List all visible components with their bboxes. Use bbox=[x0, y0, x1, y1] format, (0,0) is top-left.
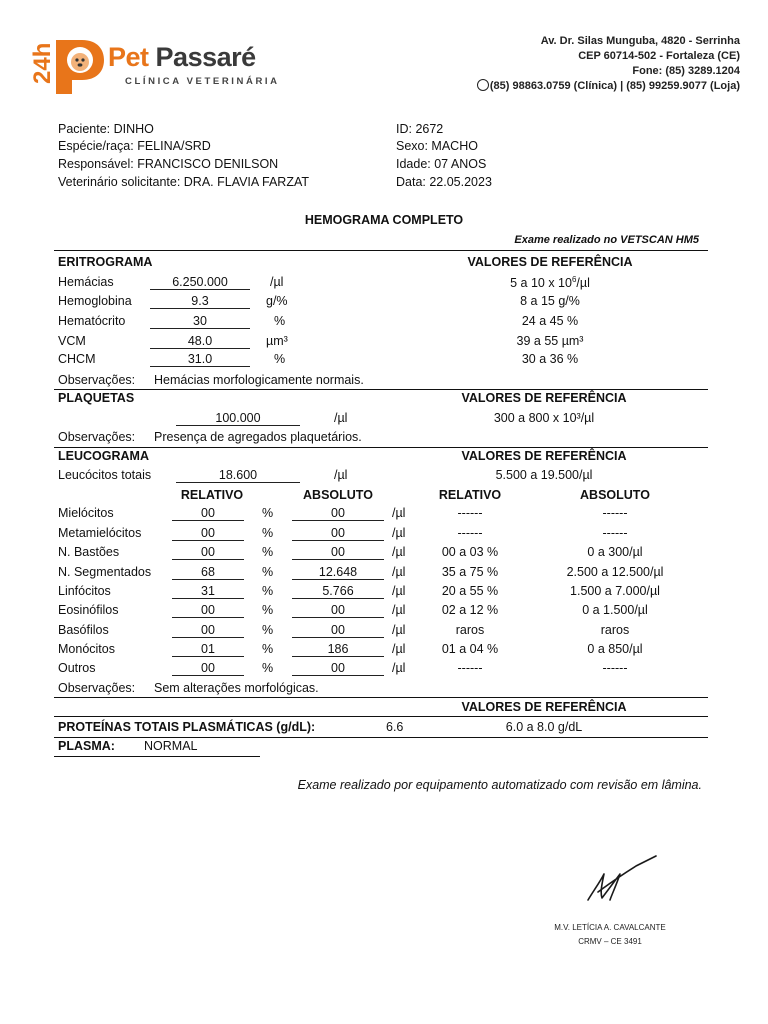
patient-species: Espécie/raça: FELINA/SRD bbox=[58, 139, 211, 153]
plaquetas-title: PLAQUETAS bbox=[58, 391, 135, 405]
row-percent-unit: % bbox=[262, 603, 274, 617]
address-phone: Fone: (85) 3289.1204 bbox=[632, 65, 740, 77]
leucocitos-reference: 5.500 a 19.500/µl bbox=[495, 468, 593, 482]
brand-passare: Passaré bbox=[155, 42, 256, 72]
row-label: Linfócitos bbox=[58, 584, 111, 598]
patient-age: Idade: 07 ANOS bbox=[396, 157, 487, 171]
divider-line bbox=[54, 716, 708, 717]
row-ref-absolute: raros bbox=[600, 623, 630, 637]
row-label: CHCM bbox=[58, 352, 96, 366]
row-ref-absolute: 0 a 850/µl bbox=[587, 642, 643, 656]
row-absolute-value: 00 bbox=[292, 545, 384, 560]
whatsapp-icon bbox=[477, 79, 489, 91]
leucocitos-unit: /µl bbox=[334, 468, 348, 482]
eritrograma-title: ERITROGRAMA bbox=[58, 255, 153, 269]
plasma-value: NORMAL bbox=[144, 739, 198, 753]
row-absolute-value: 00 bbox=[292, 623, 384, 638]
row-ref-relative: raros bbox=[455, 623, 485, 637]
plaquetas-reference: 300 a 800 x 10³/µl bbox=[493, 411, 595, 425]
row-label: Outros bbox=[58, 661, 96, 675]
svg-text:24h: 24h bbox=[29, 42, 56, 84]
col-header-relativo: RELATIVO bbox=[180, 488, 244, 502]
proteinas-ref-header: VALORES DE REFERÊNCIA bbox=[461, 700, 627, 714]
col-header-absoluto: ABSOLUTO bbox=[303, 488, 373, 502]
col-header-ref-absoluto: ABSOLUTO bbox=[580, 488, 650, 502]
patient-owner: Responsável: FRANCISCO DENILSON bbox=[58, 157, 279, 171]
proteinas-reference: 6.0 a 8.0 g/dL bbox=[505, 720, 583, 734]
requesting-vet: Veterinário solicitante: DRA. FLAVIA FARZAT bbox=[58, 175, 310, 189]
row-value: 6.250.000 bbox=[150, 275, 250, 290]
signature-crmv: CRMV – CE 3491 bbox=[578, 937, 642, 946]
row-percent-unit: % bbox=[262, 661, 274, 675]
row-absolute-unit: /µl bbox=[392, 526, 406, 540]
divider-line bbox=[54, 389, 708, 390]
brand-name bbox=[108, 42, 256, 73]
row-relative-value: 00 bbox=[172, 661, 244, 676]
row-ref-relative: ------ bbox=[457, 506, 483, 520]
row-ref-absolute: 1.500 a 7.000/µl bbox=[570, 584, 660, 598]
row-reference: 8 a 15 g/% bbox=[520, 294, 580, 308]
row-absolute-value: 00 bbox=[292, 661, 384, 676]
eritrograma-ref-header: VALORES DE REFERÊNCIA bbox=[467, 255, 633, 269]
divider-line bbox=[54, 697, 708, 698]
leucograma-title: LEUCOGRAMA bbox=[58, 449, 149, 463]
row-percent-unit: % bbox=[262, 565, 274, 579]
row-absolute-unit: /µl bbox=[392, 584, 406, 598]
row-reference bbox=[430, 275, 670, 290]
brand-pet: Pet bbox=[108, 42, 149, 72]
row-ref-relative: ------ bbox=[457, 661, 483, 675]
leucograma-ref-header: VALORES DE REFERÊNCIA bbox=[461, 449, 627, 463]
report-title: HEMOGRAMA COMPLETO bbox=[304, 213, 464, 227]
row-relative-value: 00 bbox=[172, 545, 244, 560]
row-label: N. Bastões bbox=[58, 545, 120, 559]
row-percent-unit: % bbox=[262, 623, 274, 637]
row-reference: 39 a 55 µm³ bbox=[516, 334, 584, 348]
proteinas-label: PROTEÍNAS TOTAIS PLASMÁTICAS (g/dL): bbox=[58, 720, 316, 734]
address-whatsapp-numbers: (85) 98863.0759 (Clínica) | (85) 99259.9077 (Loja) bbox=[489, 80, 740, 92]
row-unit: % bbox=[274, 314, 286, 328]
proteinas-value: 6.6 bbox=[386, 720, 404, 734]
row-ref-relative: 00 a 03 % bbox=[441, 545, 499, 559]
address-whatsapp bbox=[477, 79, 740, 92]
row-label: Hemácias bbox=[58, 275, 114, 289]
brand-subtitle: CLÍNICA VETERINÁRIA bbox=[125, 76, 280, 87]
row-absolute-unit: /µl bbox=[392, 603, 406, 617]
row-relative-value: 00 bbox=[172, 623, 244, 638]
row-relative-value: 00 bbox=[172, 526, 244, 541]
address-cep: CEP 60714-502 - Fortaleza (CE) bbox=[578, 50, 740, 62]
row-reference-unit: /µl bbox=[576, 276, 590, 291]
row-relative-value: 00 bbox=[172, 603, 244, 618]
address-street: Av. Dr. Silas Munguba, 4820 - Serrinha bbox=[540, 35, 740, 47]
row-label: Hematócrito bbox=[58, 314, 126, 328]
row-reference: 24 a 45 % bbox=[521, 314, 579, 328]
row-percent-unit: % bbox=[262, 642, 274, 656]
row-value: 9.3 bbox=[150, 294, 250, 309]
row-absolute-unit: /µl bbox=[392, 545, 406, 559]
patient-name: Paciente: DINHO bbox=[58, 122, 154, 136]
row-ref-absolute: 0 a 300/µl bbox=[587, 545, 643, 559]
eritrograma-obs-label: Observações: bbox=[58, 373, 136, 387]
row-unit: % bbox=[274, 352, 286, 366]
row-percent-unit: % bbox=[262, 526, 274, 540]
signature-scribble bbox=[580, 852, 664, 906]
row-ref-relative: 01 a 04 % bbox=[441, 642, 499, 656]
row-ref-absolute: ------ bbox=[602, 661, 628, 675]
plaquetas-obs-label: Observações: bbox=[58, 430, 136, 444]
row-label: Eosinófilos bbox=[58, 603, 119, 617]
equipment-note: Exame realizado no VETSCAN HM5 bbox=[514, 234, 699, 246]
paw-logo-icon bbox=[50, 36, 106, 96]
row-absolute-unit: /µl bbox=[392, 565, 406, 579]
row-absolute-value: 12.648 bbox=[292, 565, 384, 580]
row-label: N. Segmentados bbox=[58, 565, 152, 579]
row-relative-value: 31 bbox=[172, 584, 244, 599]
row-reference-base: 5 a 10 x 10 bbox=[510, 276, 572, 291]
row-unit: /µl bbox=[270, 275, 284, 289]
row-value: 30 bbox=[150, 314, 250, 329]
row-absolute-value: 186 bbox=[292, 642, 384, 657]
plaquetas-value: 100.000 bbox=[176, 411, 300, 426]
row-unit: µm³ bbox=[266, 334, 288, 348]
row-ref-absolute: ------ bbox=[602, 506, 628, 520]
row-absolute-unit: /µl bbox=[392, 661, 406, 675]
footer-note: Exame realizado por equipamento automatizado com revisão em lâmina. bbox=[297, 778, 702, 792]
row-absolute-value: 00 bbox=[292, 603, 384, 618]
row-ref-absolute: 0 a 1.500/µl bbox=[582, 603, 648, 617]
leucocitos-value: 18.600 bbox=[176, 468, 300, 483]
row-label: Basófilos bbox=[58, 623, 109, 637]
leucograma-observations: Sem alterações morfológicas. bbox=[154, 681, 319, 695]
leucograma-obs-label: Observações: bbox=[58, 681, 136, 695]
plasma-label: PLASMA: bbox=[58, 739, 115, 753]
exam-date: Data: 22.05.2023 bbox=[396, 175, 492, 189]
row-percent-unit: % bbox=[262, 545, 274, 559]
plaquetas-observations: Presença de agregados plaquetários. bbox=[154, 430, 362, 444]
row-value: 31.0 bbox=[150, 352, 250, 367]
row-percent-unit: % bbox=[262, 584, 274, 598]
row-label: VCM bbox=[58, 334, 86, 348]
divider-line bbox=[54, 737, 708, 738]
row-label: Monócitos bbox=[58, 642, 115, 656]
patient-sex: Sexo: MACHO bbox=[396, 139, 478, 153]
row-reference-exponent: 6 bbox=[571, 275, 577, 284]
row-reference: 30 a 36 % bbox=[521, 352, 579, 366]
row-relative-value: 68 bbox=[172, 565, 244, 580]
row-value: 48.0 bbox=[150, 334, 250, 349]
eritrograma-observations: Hemácias morfologicamente normais. bbox=[154, 373, 364, 387]
row-label: Metamielócitos bbox=[58, 526, 142, 540]
row-label: Mielócitos bbox=[58, 506, 114, 520]
row-absolute-value: 00 bbox=[292, 526, 384, 541]
divider-line bbox=[54, 756, 260, 757]
row-absolute-unit: /µl bbox=[392, 623, 406, 637]
plaquetas-ref-header: VALORES DE REFERÊNCIA bbox=[461, 391, 627, 405]
plaquetas-unit: /µl bbox=[334, 411, 348, 425]
row-absolute-value: 00 bbox=[292, 506, 384, 521]
row-relative-value: 00 bbox=[172, 506, 244, 521]
row-ref-relative: ------ bbox=[457, 526, 483, 540]
row-label: Hemoglobina bbox=[58, 294, 132, 308]
patient-id: ID: 2672 bbox=[396, 122, 444, 136]
col-header-ref-relativo: RELATIVO bbox=[438, 488, 502, 502]
divider-line bbox=[54, 447, 708, 448]
row-absolute-unit: /µl bbox=[392, 506, 406, 520]
row-ref-absolute: 2.500 a 12.500/µl bbox=[566, 565, 664, 579]
row-ref-relative: 02 a 12 % bbox=[441, 603, 499, 617]
row-unit: g/% bbox=[266, 294, 288, 308]
leucocitos-label: Leucócitos totais bbox=[58, 468, 152, 482]
row-ref-absolute: ------ bbox=[602, 526, 628, 540]
row-percent-unit: % bbox=[262, 506, 274, 520]
signature-name: M.V. LETÍCIA A. CAVALCANTE bbox=[554, 923, 666, 932]
row-ref-relative: 20 a 55 % bbox=[441, 584, 499, 598]
row-absolute-value: 5.766 bbox=[292, 584, 384, 599]
row-relative-value: 01 bbox=[172, 642, 244, 657]
divider-line bbox=[54, 250, 708, 251]
row-absolute-unit: /µl bbox=[392, 642, 406, 656]
row-ref-relative: 35 a 75 % bbox=[441, 565, 499, 579]
